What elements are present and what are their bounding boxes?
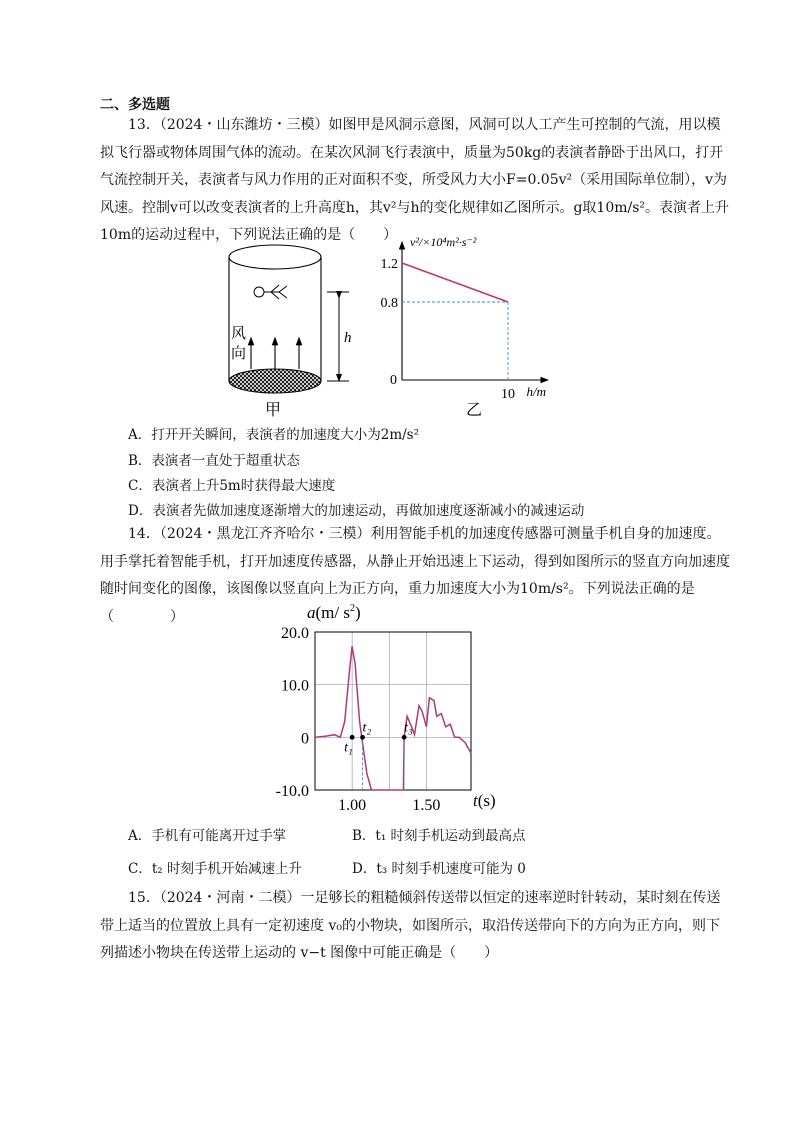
marker-label: t₂ (362, 720, 372, 736)
acc-markers (344, 720, 413, 790)
acc-y-tick-label: 20.0 (281, 625, 309, 642)
y-tick-label: 0.8 (380, 296, 398, 311)
q14-option-c[interactable]: C．t₂ 时刻手机开始减速上升 (128, 861, 302, 877)
origin-label: 0 (390, 373, 397, 388)
q14-option-a[interactable]: A．手机有可能离开过手掌 (128, 828, 287, 844)
y-axis-label: v²/×10⁴m²·s⁻² (410, 235, 477, 249)
question-15 (100, 885, 730, 968)
acc-y-tick-label: 10.0 (281, 677, 309, 695)
performer-icon (254, 285, 287, 299)
wind-label-1: 风 (231, 326, 247, 342)
question-13-text: 13．（2024・山东潍坊・三模）如图甲是风洞示意图，风洞可以人工产生可控制的气流，用以模拟飞行器或物体周围气体的流动。在某次风洞飞行表演中，质量为50kg的表演者静卧于出风口，打开气流控制开关，表演者与风力作用的正对面积不变，所受风力大小F=0.05v²（采用国际单位制），v为风速。控制v可以改变表演者的上升高度h，其v²与h的变化规律如乙图所示。g取10m/s²。表演者上升10m的运动过程中，下列说法正确的是（ ） (100, 117, 730, 243)
y-tick-label: 1.2 (380, 257, 398, 272)
x-tick-label: 10 (501, 387, 515, 402)
wind-label-2: 向 (231, 346, 247, 362)
v2-h-line (402, 263, 508, 302)
marker-label: t₃ (404, 720, 413, 736)
figure-jia-caption: 甲 (265, 402, 282, 418)
q13-option-a[interactable]: A．打开开关瞬间，表演者的加速度大小为2m/s² (128, 427, 420, 443)
question-13 (100, 112, 730, 250)
q13-option-c[interactable]: C．表演者上升5m时获得最大速度 (128, 478, 336, 494)
marker-label: t₁ (344, 740, 353, 756)
height-label: h (344, 330, 352, 346)
marker-dot (402, 735, 407, 740)
marker-dot (350, 735, 355, 740)
acc-x-axis-label: t(s) (473, 791, 496, 810)
question-14-text: 14．（2024・黑龙江齐齐哈尔・三模）利用智能手机的加速度传感器可测量手机自身的加速度。用手掌托着智能手机，打开加速度传感器，从静止开始迅速上下运动，得到如图所示的竖直方向加速度随时间变化的图像，该图像以竖直向上为正方向，重力加速度大小为10m/s²。下列说法正确的是（ ） (100, 526, 730, 625)
q14-option-d[interactable]: D．t₃ 时刻手机速度可能为 0 (352, 861, 526, 877)
section-title: 二、多选题 (100, 97, 170, 113)
plot-frame (315, 632, 471, 790)
acc-grid (315, 632, 471, 790)
wind-arrows (251, 341, 299, 369)
v2-h-graph (370, 232, 550, 422)
acc-x-tick-label: 1.00 (338, 797, 367, 814)
q13-option-d[interactable]: D．表演者先做加速度逐渐增大的加速运动，再做加速度逐渐减小的减速运动 (128, 503, 585, 519)
marker-dot (360, 735, 365, 740)
q14-option-b[interactable]: B．t₁ 时刻手机运动到最高点 (352, 828, 526, 844)
x-axis-label: h/m (526, 384, 546, 399)
wind-tunnel-figure (215, 238, 375, 418)
acc-y-axis-label: a(m/ $s^2$) (307, 603, 361, 622)
q13-option-b[interactable]: B．表演者一直处于超重状态 (128, 453, 300, 469)
acc-x-tick-label: 1.50 (412, 797, 441, 814)
acc-y-tick-label: -10.0 (275, 783, 309, 800)
figure-yi-caption: 乙 (465, 402, 483, 419)
acceleration-time-graph (263, 598, 498, 816)
acceleration-curve (315, 646, 471, 790)
acc-y-tick-label: 0 (301, 730, 309, 748)
question-15-text: 15．（2024・河南・二模）一足够长的粗糙倾斜传送带以恒定的速率逆时针转动，某时刻在传送带上适当的位置放上具有一定初速度 v₀的小物块，如图所示，取沿传送带向下的方向为正方向，则下列描述小物块在传送带上运动的 v−t 图像中可能正确是（ ） (100, 890, 721, 961)
